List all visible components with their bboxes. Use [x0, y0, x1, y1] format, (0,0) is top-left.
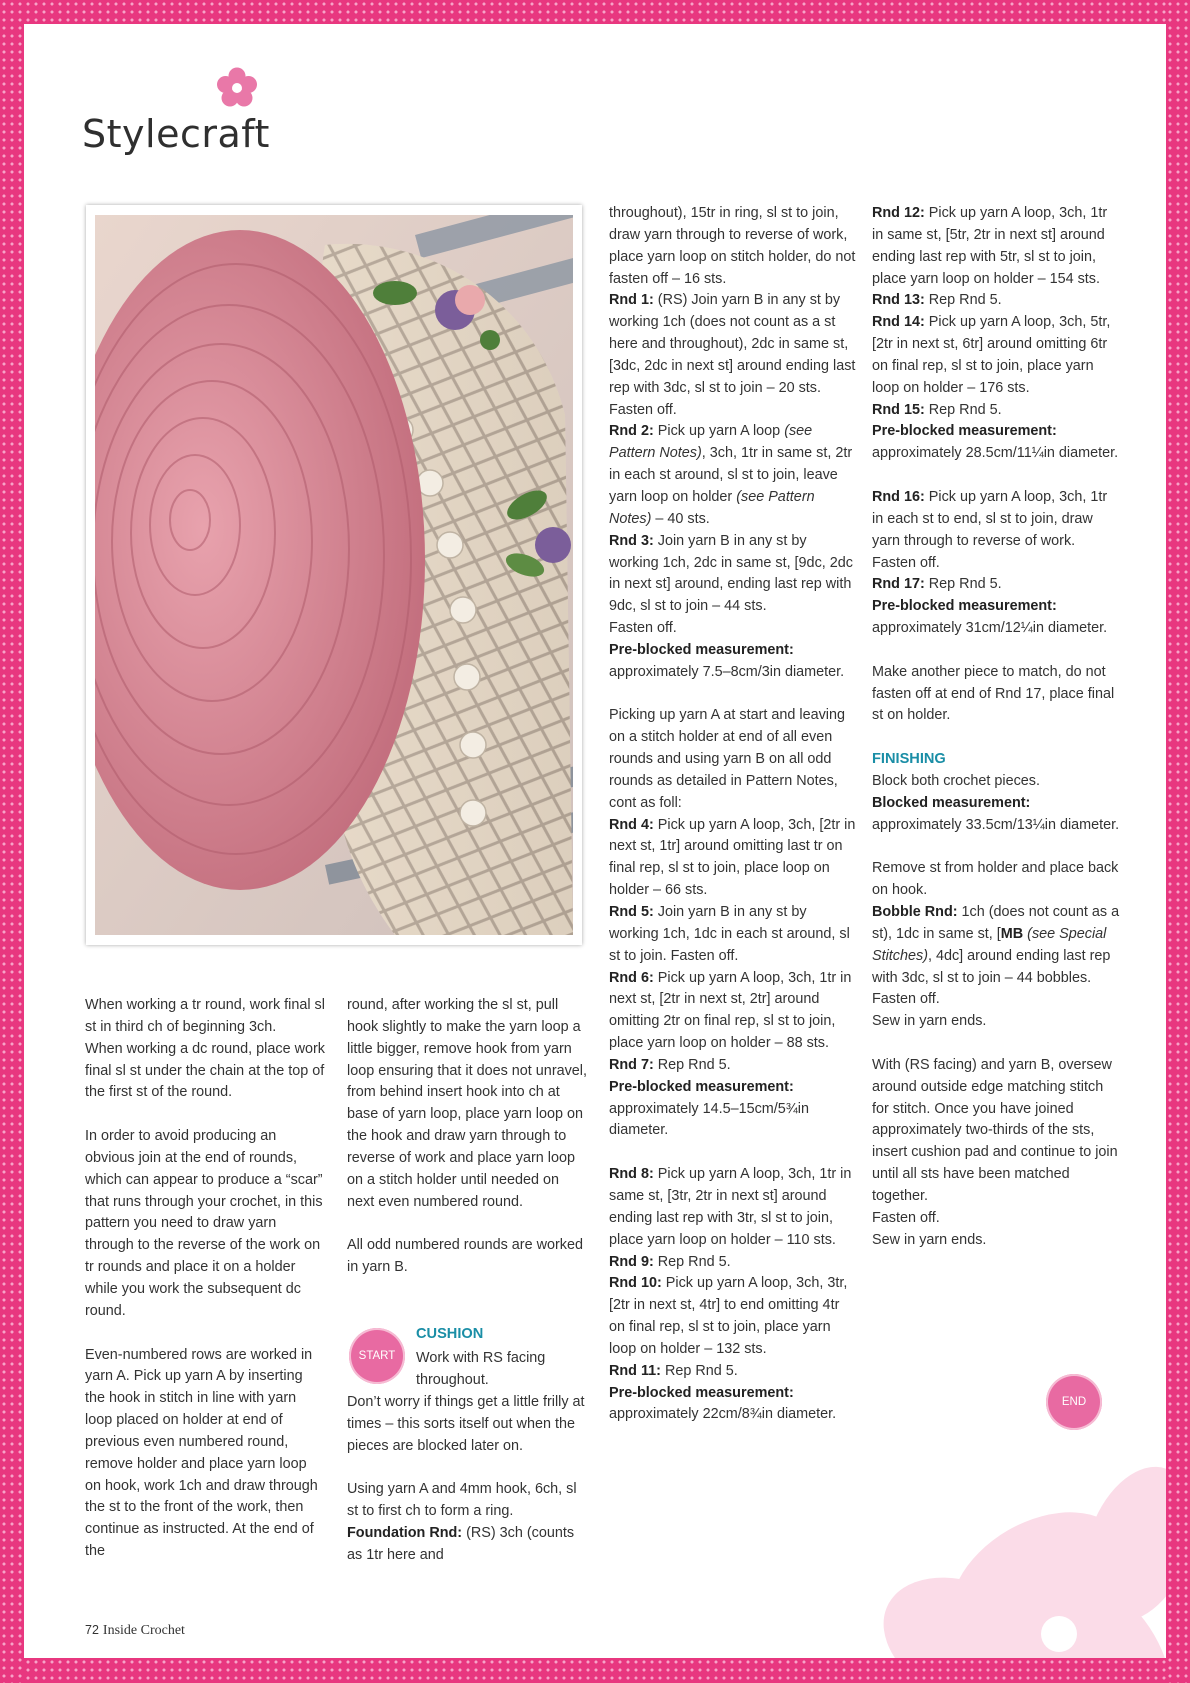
pink-border-bottom: [0, 1658, 1190, 1683]
paragraph: Make another piece to match, do not fasten off at end of Rnd 17, place final st on holder.: [872, 663, 1115, 724]
measurement-text: approximately 33.5cm/13¼in diameter.: [872, 816, 1120, 833]
paragraph: round, after working the sl st, pull hook slightly to make the yarn loop a little bigger, remove hook from yarn loop ensuring that it does not unravel, from behind insert hook into ch at base of yarn loop, place yarn loop on the hook and draw yarn through to reverse of work and place yarn loop on a stitch holder until needed on next even numbered round.: [347, 997, 588, 1210]
paragraph: When working a dc round, place work final sl st under the chain at the top of the first st of the round.: [85, 1040, 325, 1101]
round-text: Rep Rnd 5.: [653, 1253, 731, 1270]
round-8: [609, 1164, 859, 1251]
round-11: [609, 1361, 859, 1383]
fasten-off: Fasten off.: [609, 620, 677, 637]
round-label: Rnd 10:: [609, 1275, 662, 1292]
round-1: [609, 290, 859, 399]
measurement-label: Pre-blocked measurement:: [609, 1384, 794, 1401]
round-17: [872, 574, 1122, 596]
text-column-2: [347, 995, 587, 1279]
round-label: Rnd 5:: [609, 904, 654, 920]
round-text: Rep Rnd 5.: [924, 576, 1002, 593]
paragraph: Using yarn A and 4mm hook, 6ch, sl st to first ch to form a ring.: [347, 1481, 577, 1520]
round-text: Pick up yarn A loop, 3ch, 1tr in next st, [2tr in next st, 2tr] around omitting 2tr on final rep, sl st to join, place yarn loop on holder – 88 sts.: [609, 969, 852, 1052]
end-badge: END: [1046, 1374, 1102, 1430]
round-label: Rnd 2:: [609, 423, 654, 440]
round-4: [609, 815, 859, 902]
round-text: Pick up yarn A loop, 3ch, 5tr, [2tr in next st, 6tr] around omitting 6tr on final rep, sl st to join, place yarn loop on holder – 176 sts.: [872, 314, 1111, 396]
pink-border-top: [0, 0, 1190, 24]
fasten-off: Fasten off.: [609, 401, 677, 418]
round-text: Pick up yarn A loop, 3ch, 3tr, [2tr in next st, 4tr] to end omitting 4tr on final rep, sl st to join, place yarn loop on holder – 132 sts.: [609, 1275, 848, 1357]
crochet-cushions-photo: [95, 215, 573, 935]
round-label: Rnd 1:: [609, 292, 654, 309]
photo-frame: [86, 205, 582, 945]
round-label: Rnd 7:: [609, 1056, 654, 1073]
pink-border-left: [0, 0, 24, 1683]
paragraph: All odd numbered rounds are worked in yarn B.: [347, 1237, 583, 1276]
round-text: Rep Rnd 5.: [924, 401, 1002, 418]
round-label: Rnd 11:: [609, 1362, 661, 1379]
foundation-round: [347, 1523, 587, 1567]
paragraph: throughout), 15tr in ring, sl st to join, draw yarn through to reverse of work, place yarn loop on stitch holder, do not fasten off – 16 sts.: [609, 205, 856, 287]
pink-flower-icon: [215, 66, 259, 110]
round-label: Rnd 4:: [609, 816, 654, 833]
text-column-4: [872, 203, 1122, 1252]
measurement-text: approximately 22cm/8¾in diameter.: [609, 1406, 837, 1423]
round-3: [609, 531, 859, 618]
round-label: Rnd 12:: [872, 205, 925, 221]
paragraph: When working a tr round, work final sl st in third ch of beginning 3ch.: [85, 997, 325, 1035]
round-text: 1ch (does not count as a st), 1dc in same st, [: [872, 904, 1120, 942]
stitch-abbr: MB: [1000, 925, 1024, 942]
round-14: [872, 312, 1122, 399]
paragraph: Remove st from holder and place back on hook.: [872, 860, 1119, 899]
round-label: Rnd 9:: [609, 1253, 654, 1270]
round-text: , 4dc] around ending last rep with 3dc, sl st to join – 44 bobbles.: [872, 947, 1111, 986]
paragraph: Picking up yarn A at start and leaving on a stitch holder at end of all even rounds and using yarn B on all odd rounds as detailed in Pattern Notes, cont as foll:: [609, 707, 845, 811]
round-label: Rnd 15:: [872, 401, 925, 418]
paragraph: With (RS facing) and yarn B, oversew around outside edge matching stitch for stitch. Once you have joined approximately two-thirds of the sts, insert cushion pad and continue to join until all sts have been matched together.: [872, 1056, 1118, 1204]
cushion-heading: CUSHION: [416, 1326, 484, 1342]
pink-border-right: [1166, 0, 1190, 1683]
round-6: [609, 968, 859, 1055]
round-note: (see Pattern Notes): [609, 488, 815, 527]
measurement-label: Pre-blocked measurement:: [609, 641, 794, 658]
round-12: [872, 203, 1122, 290]
text-column-2-continued: [347, 1392, 587, 1567]
cushion-intro: [416, 1348, 606, 1392]
text-column-1: [85, 995, 325, 1563]
round-label: Rnd 6:: [609, 969, 654, 986]
round-9: [609, 1252, 859, 1274]
start-badge: START: [349, 1328, 405, 1384]
logo-text: Stylecraft: [82, 112, 270, 156]
measurement-label: Pre-blocked measurement:: [872, 423, 1057, 440]
measurement-text: approximately 7.5–8cm/3in diameter.: [609, 663, 845, 680]
round-note: (see Special Stitches): [872, 925, 1107, 964]
round-text: (RS) 3ch (counts as 1tr here and: [347, 1525, 575, 1563]
round-label: Rnd 8:: [609, 1166, 654, 1183]
round-text: Pick up yarn A loop, 3ch, 1tr in each st to end, sl st to join, draw yarn through to reverse of work.: [872, 488, 1108, 549]
round-text: Rep Rnd 5.: [660, 1362, 738, 1379]
round-10: [609, 1273, 859, 1360]
round-text: (RS) Join yarn B in any st by working 1ch (does not count as a st here and throughout), 2dc in same st, [3dc, 2dc in next st] around ending last rep with 3dc, sl st to join – 20 sts.: [609, 292, 856, 396]
round-label: Foundation Rnd:: [347, 1525, 463, 1542]
paragraph: Work with RS facing throughout.: [416, 1350, 546, 1388]
measurement-label: Pre-blocked measurement:: [872, 598, 1057, 615]
paragraph: Block both crochet pieces.: [872, 772, 1040, 789]
round-text: Rep Rnd 5.: [924, 292, 1002, 309]
round-label: Rnd 13:: [872, 292, 925, 309]
round-text: Join yarn B in any st by working 1ch, 2dc in same st, [9dc, 2dc in next st] around, ending last rep with 9dc, sl st to join – 44 sts.: [609, 532, 853, 615]
measurement-text: approximately 14.5–15cm/5¾in diameter.: [609, 1100, 809, 1139]
paragraph: Even-numbered rows are worked in yarn A. Pick up yarn A by inserting the hook in stitch in line with yarn loop placed on holder at end of previous even numbered round, remove holder and place yarn loop on hook, work 1ch and draw through the st to the front of the work, then continue as instructed. At the end of the: [85, 1346, 318, 1560]
round-text: Pick up yarn A loop, 3ch, 1tr in same st, [3tr, 2tr in next st] around ending last rep with 3tr, sl st to join, place yarn loop on holder – 110 sts.: [609, 1166, 852, 1248]
round-16: [872, 487, 1122, 553]
round-text: Join yarn B in any st by working 1ch, 1dc in each st around, sl st to join. Fasten off.: [609, 904, 850, 964]
round-5: [609, 902, 859, 968]
round-2: [609, 421, 859, 530]
measurement-label: Blocked measurement:: [872, 794, 1031, 811]
round-label: Rnd 17:: [872, 576, 925, 593]
magazine-title: Inside Crochet: [102, 1623, 185, 1638]
measurement-text: approximately 31cm/12¼in diameter.: [872, 620, 1108, 637]
page-footer: [85, 1623, 185, 1639]
measurement-text: approximately 28.5cm/11¼in diameter.: [872, 445, 1119, 462]
round-text: Rep Rnd 5.: [653, 1056, 731, 1073]
measurement-label: Pre-blocked measurement:: [609, 1078, 794, 1095]
sew-in: Sew in yarn ends.: [872, 1013, 987, 1030]
fasten-off: Fasten off.: [872, 554, 940, 571]
sew-in: Sew in yarn ends.: [872, 1231, 987, 1248]
round-label: Bobble Rnd:: [872, 904, 958, 920]
paragraph: In order to avoid producing an obvious join at the end of rounds, which can appear to produce a “scar” that runs through your crochet, in this pattern you need to draw yarn through to the reverse of the work on tr rounds and place it on a holder while you work the subsequent dc round.: [85, 1128, 323, 1319]
round-13: [872, 290, 1122, 312]
round-7: [609, 1055, 859, 1077]
stylecraft-logo: [82, 66, 282, 166]
bobble-round: [872, 902, 1122, 989]
round-text: – 40 sts.: [651, 510, 710, 527]
round-15: [872, 400, 1122, 422]
round-text: , 3ch, 1tr in same st, 2tr in each st around, sl st to join, leave yarn loop on holder: [609, 445, 853, 505]
text-column-3: [609, 203, 859, 1426]
round-text: Pick up yarn A loop, 3ch, [2tr in next st, 1tr] around omitting last tr on final rep, sl st to join, place loop on holder – 66 sts.: [609, 816, 856, 899]
fasten-off: Fasten off.: [872, 1209, 940, 1226]
round-note: (see Pattern Notes): [609, 423, 813, 462]
page-number: 72: [85, 1623, 99, 1637]
round-label: Rnd 16:: [872, 488, 925, 505]
finishing-heading: FINISHING: [872, 751, 946, 768]
round-label: Rnd 3:: [609, 532, 654, 549]
background-flower-icon: [849, 1434, 1166, 1658]
fasten-off: Fasten off.: [872, 991, 940, 1008]
paragraph: Don’t worry if things get a little frilly at times – this sorts itself out when the pieces are blocked later on.: [347, 1394, 585, 1454]
round-text: Pick up yarn A loop, 3ch, 1tr in same st, [5tr, 2tr in next st] around ending last rep with 5tr, sl st to join, place yarn loop on holder – 154 sts.: [872, 205, 1108, 287]
round-text: Pick up yarn A loop: [653, 423, 785, 440]
round-label: Rnd 14:: [872, 314, 925, 331]
